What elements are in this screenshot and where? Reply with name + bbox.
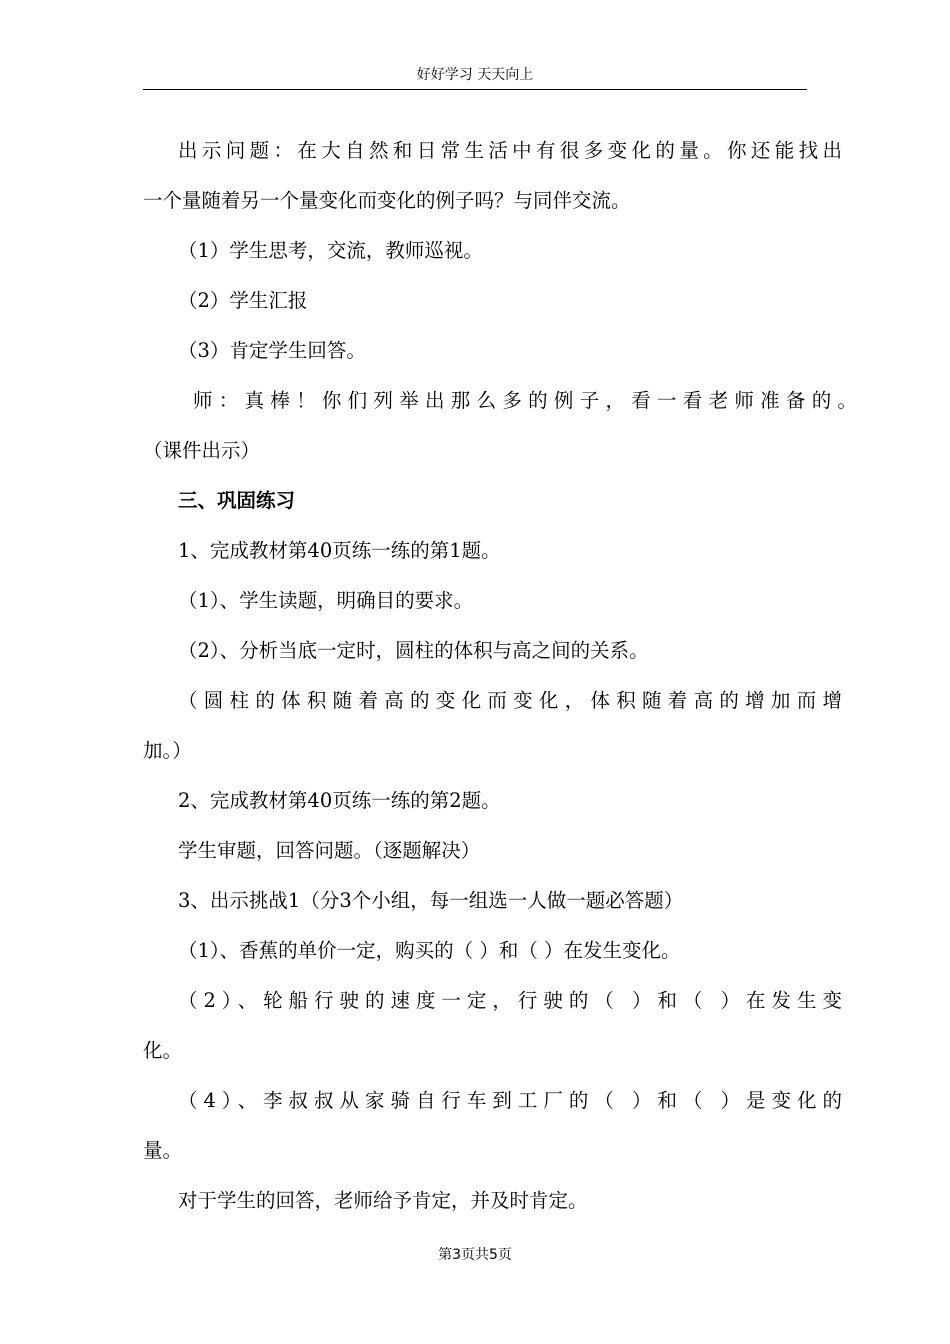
paragraph-teacher-line1: 师：真棒！你们列举出那么多的例子，看一看老师准备的。 (193, 389, 857, 412)
paragraph-question-line2: 一个量随着另一个量变化而变化的例子吗？与同伴交流。 (143, 189, 631, 212)
paragraph-exercise2: 2、完成教材第40页练一练的第2题。 (178, 789, 501, 812)
paragraph-exercise1: 1、完成教材第40页练一练的第1题。 (178, 539, 501, 562)
paragraph-challenge-q4-line1: （4）、李叔叔从家骑自行车到工厂的（ ）和（ ）是变化的 (178, 1089, 842, 1112)
paragraph-answer-line1: （圆柱的体积随着高的变化而变化，体积随着高的增加而增 (178, 689, 842, 712)
paragraph-challenge-q2-line1: （2）、轮船行驶的速度一定，行驶的（ ）和（ ）在发生变 (178, 989, 842, 1012)
paragraph-step1: （1）学生思考，交流，教师巡视。 (178, 239, 483, 262)
paragraph-conclusion: 对于学生的回答，老师给予肯定，并及时肯定。 (178, 1189, 588, 1212)
section-heading: 三、巩固练习 (178, 489, 296, 512)
paragraph-exercise1-step1: （1）、学生读题，明确目的要求。 (178, 589, 474, 612)
paragraph-challenge: 3、出示挑战1（分3个小组，每一组选一人做一题必答题） (178, 889, 684, 912)
header-text: 好好学习 天天向上 (416, 67, 534, 83)
paragraph-exercise1-step2: （2）、分析当底一定时，圆柱的体积与高之间的关系。 (178, 639, 649, 662)
paragraph-teacher-line2: （课件出示） (143, 439, 261, 462)
paragraph-challenge-q1: （1）、香蕉的单价一定，购买的（ ）和（ ）在发生变化。 (178, 939, 681, 962)
paragraph-answer-line2: 加。） (143, 739, 192, 762)
paragraph-challenge-q2-line2: 化。 (143, 1039, 183, 1062)
page-header (143, 62, 807, 90)
paragraph-question-line1: 出示问题：在大自然和日常生活中有很多变化的量。你还能找出 (178, 139, 842, 162)
paragraph-step3: （3）肯定学生回答。 (178, 339, 366, 362)
paragraph-step2: （2）学生汇报 (178, 289, 308, 312)
page-footer (0, 1245, 950, 1265)
paragraph-challenge-q4-line2: 量。 (143, 1139, 183, 1162)
paragraph-exercise2-step: 学生审题，回答问题。（逐题解决） (178, 839, 481, 862)
page-number: 第3页共5页 (438, 1247, 512, 1263)
